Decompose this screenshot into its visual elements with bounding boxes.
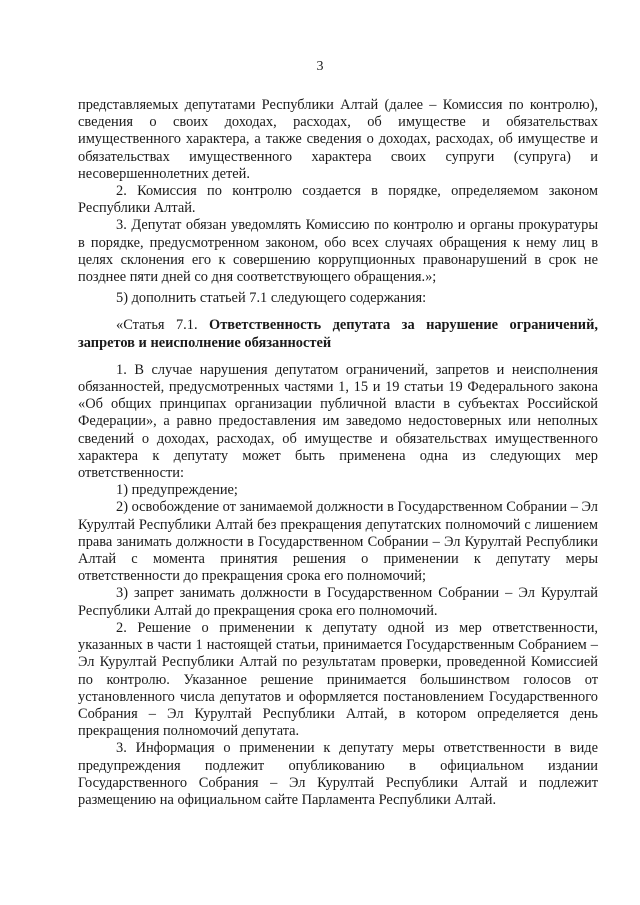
paragraph-part-2: 2. Решение о применении к депутату одной из мер ответственности, указанных в части 1 настоящей статьи, принимается Государственным Собранием – Эл Курултай Республики Алтай по результатам проверки, проведенной Комиссией по контролю. Указанное решение принимается большинством голосов от установленного числа депутатов и оформляется постановлением Государственного Собрания – Эл Курултай Республики Алтай, в котором определяется день прекращения полномочий депутата. [78, 619, 598, 740]
paragraph-part-3: 3. Информация о применении к депутату меры ответственности в виде предупреждения подлежит опубликованию в официальном издании Государственного Собрания – Эл Курултай Республики Алтай и подлежит размещению на официальном сайте Парламента Республики Алтай. [78, 740, 598, 808]
paragraph-part-1: 1. В случае нарушения депутатом ограничений, запретов и неисполнения обязанностей, предусмотренных частями 1, 15 и 19 статьи 19 Федерального закона «Об общих принципах организации публичной власти в субъектах Российской Федерации», а равно предоставления им заведомо недостоверных или неполных сведений о доходах, расходах, об имуществе и обязательствах имущественного характера к депутату может быть применена одна из следующих мер ответственности: [78, 361, 598, 482]
list-item-dismissal: 2) освобождение от занимаемой должности в Государственном Собрании – Эл Курултай Республики Алтай без прекращения депутатских полномочий с лишением права занимать должности в Государственном Собрании – Эл Курултай Республики Алтай с момента принятия решения о применении к депутату меры ответственности до прекращения срока его полномочий; [78, 499, 598, 585]
article-number: «Статья 7.1. [116, 317, 210, 334]
article-title: Ответственность депутата за нарушение ограничений, запретов и неисполнение обязанностей [78, 317, 598, 351]
document-body [78, 97, 598, 809]
paragraph-continuation: представляемых депутатами Республики Алтай (далее – Комиссия по контролю), сведения о своих доходах, расходах, об имуществе и обязательствах имущественного характера, а также сведения о доходах, расходах, об имуществе и обязательствах имущественного характера своих супруги (супруга) и несовершеннолетних детей. [78, 97, 598, 182]
paragraph-amendment-item-5: 5) дополнить статьей 7.1 следующего содержания: [116, 290, 427, 307]
list-item-warning: 1) предупреждение; [116, 482, 238, 499]
page-number: 3 [316, 59, 324, 74]
paragraph-notification-duty: 3. Депутат обязан уведомлять Комиссию по контролю и органы прокуратуры в порядке, предусмотренном законом, обо всех случаях обращения к нему лиц в целях склонения его к совершению коррупционных правонарушений в срок не позднее пяти дней со дня соответствующего обращения.»; [78, 217, 598, 286]
paragraph-commission-formation: 2. Комиссия по контролю создается в порядке, определяемом законом Республики Алтай. [78, 183, 598, 217]
article-heading [78, 317, 598, 351]
list-item-prohibition: 3) запрет занимать должности в Государственном Собрании – Эл Курултай Республики Алтай до прекращения срока его полномочий. [78, 585, 598, 619]
